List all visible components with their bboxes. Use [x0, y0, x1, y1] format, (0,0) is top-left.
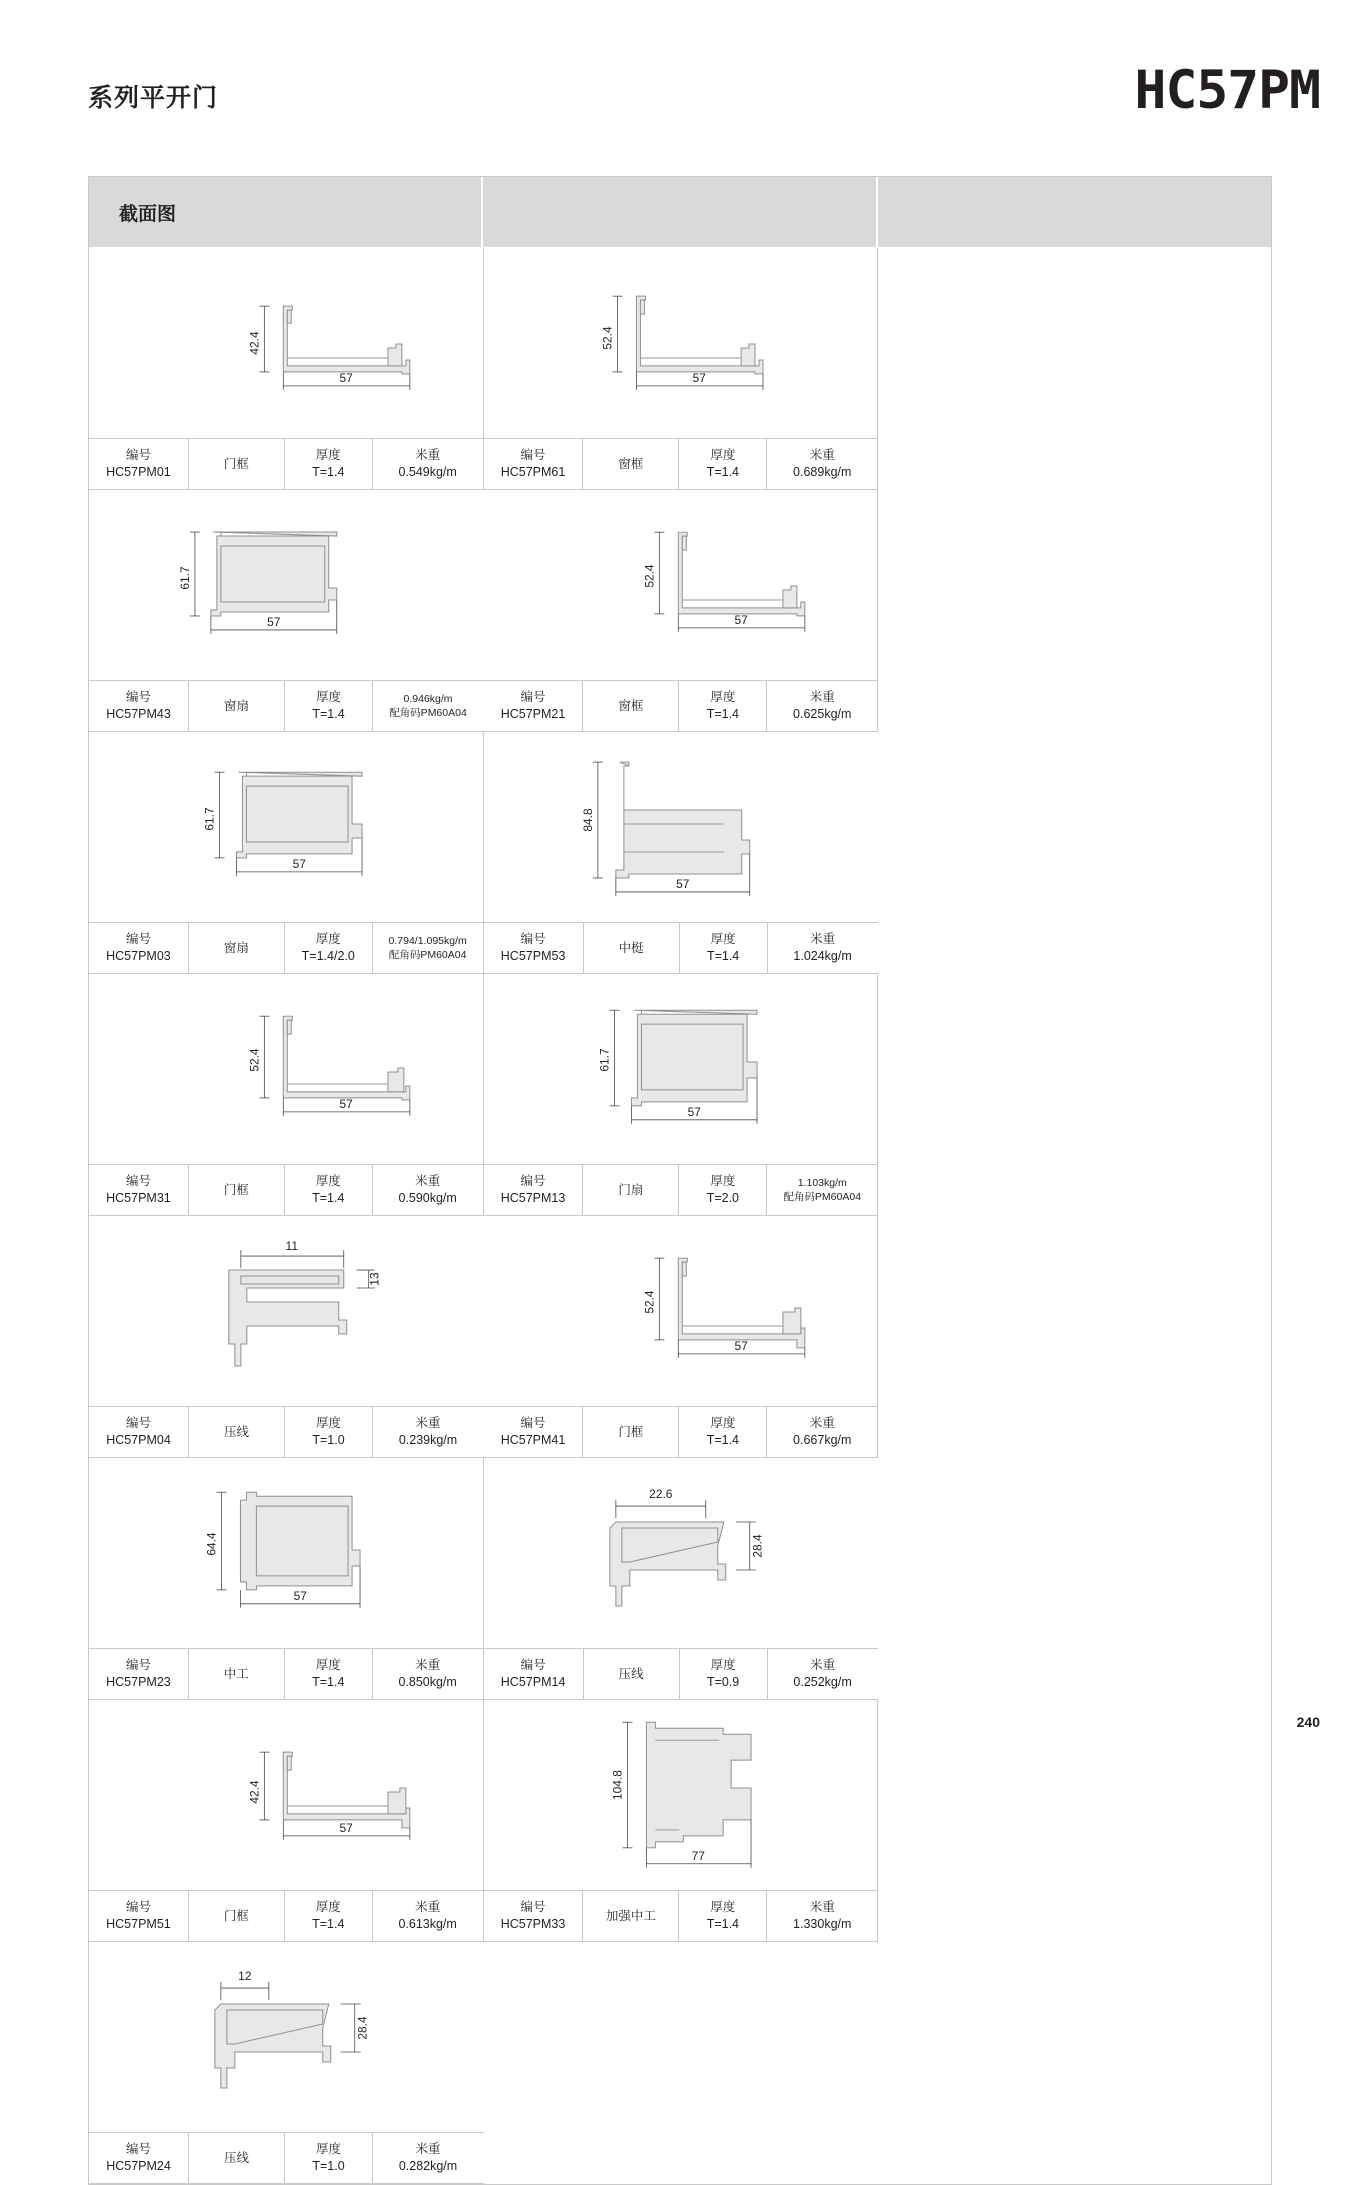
- info-thickness-label: 厚度: [315, 1658, 341, 1673]
- info-type: [189, 1407, 285, 1457]
- info-type-value: 加强中工: [605, 1908, 656, 1923]
- info-type: [189, 2133, 285, 2183]
- info-weight-label: 米重: [809, 1416, 835, 1431]
- dim-height: 104.8: [610, 1770, 625, 1800]
- section-drawing-svg: [89, 1216, 484, 1406]
- dim-height: 52.4: [641, 564, 656, 588]
- info-thickness-value: T=1.0: [312, 2159, 345, 2173]
- info-type-value: 窗扇: [223, 698, 249, 713]
- profile-drawing: [89, 1458, 483, 1648]
- profile-block: [484, 248, 878, 490]
- info-weight-value: 1.103kg/m: [797, 1176, 847, 1189]
- profile-drawing: [89, 1700, 483, 1890]
- section-drawing-svg: [484, 248, 878, 438]
- info-thickness-label: 厚度: [710, 1658, 736, 1673]
- section-drawing-svg: [484, 1216, 878, 1406]
- dim-height: 13: [367, 1272, 382, 1286]
- dim-height: 64.4: [204, 1532, 219, 1556]
- dim-height: 42.4: [247, 1780, 262, 1804]
- info-thickness: [679, 681, 767, 731]
- info-code-value: HC57PM23: [106, 1675, 171, 1689]
- profile-drawing: [484, 1458, 879, 1648]
- info-code: [484, 439, 584, 489]
- profile-drawing: [89, 1942, 484, 2132]
- info-type: [583, 681, 679, 731]
- info-thickness: [679, 1165, 767, 1215]
- profile-drawing: [484, 1216, 878, 1406]
- profile-info: [89, 1890, 483, 1942]
- info-thickness: [285, 1165, 373, 1215]
- profile-drawing: [89, 974, 483, 1164]
- info-code-value: HC57PM14: [500, 1675, 566, 1689]
- info-weight-label: 米重: [809, 690, 835, 705]
- profile-block: [89, 732, 483, 974]
- dim-width: 57: [339, 1096, 353, 1111]
- info-weight-label: 米重: [415, 2142, 441, 2157]
- info-type-value: 窗框: [618, 698, 644, 713]
- info-weight-value: 0.239kg/m: [398, 1433, 458, 1447]
- dim-height: 52.4: [600, 326, 615, 350]
- info-thickness: [679, 1407, 767, 1457]
- profile-info: [484, 1164, 878, 1216]
- info-thickness-value: T=0.9: [706, 1675, 740, 1689]
- info-weight: [373, 1407, 483, 1457]
- info-thickness-label: 厚度: [315, 448, 341, 463]
- info-thickness-value: T=1.4/2.0: [301, 949, 355, 963]
- info-thickness-label: 厚度: [710, 1900, 736, 1915]
- info-type-value: 中梃: [618, 940, 644, 955]
- info-type-value: 压线: [618, 1666, 644, 1681]
- info-weight: [768, 923, 878, 973]
- dim-height: 52.4: [247, 1048, 262, 1072]
- section-drawing-svg: [89, 1942, 484, 2132]
- info-code-label: 编号: [125, 690, 151, 705]
- section-drawing-svg: [89, 732, 483, 922]
- info-thickness-label: 厚度: [315, 1900, 341, 1915]
- info-weight-value: 0.252kg/m: [793, 1675, 852, 1689]
- info-type: [189, 1165, 285, 1215]
- profile-block: [89, 490, 484, 732]
- info-weight: [373, 2133, 483, 2183]
- info-thickness-value: T=1.4: [706, 949, 740, 963]
- info-code-label: 编号: [520, 1658, 546, 1673]
- band-cell-3: [878, 177, 1271, 247]
- profile-block: [484, 732, 879, 974]
- info-type: [189, 681, 285, 731]
- info-type-value: 窗扇: [223, 940, 249, 955]
- info-weight-label: 米重: [810, 932, 836, 947]
- info-type: [584, 923, 680, 973]
- profile-info: [89, 1164, 483, 1216]
- info-code-value: HC57PM61: [500, 465, 566, 479]
- info-code-value: HC57PM53: [500, 949, 566, 963]
- info-type-value: 门框: [223, 1908, 249, 1923]
- profile-info: [484, 1406, 878, 1458]
- info-type-value: 门扇: [618, 1182, 644, 1197]
- dim-height: 42.4: [247, 331, 262, 355]
- section-drawing-svg: [484, 1700, 878, 1890]
- info-thickness: [285, 439, 373, 489]
- section-drawing-svg: [89, 974, 483, 1164]
- dim-height: 61.7: [202, 807, 217, 831]
- table-band-header: [89, 177, 1271, 248]
- info-code-label: 编号: [520, 448, 546, 463]
- grid-cell: [484, 248, 879, 490]
- dim-width: 57: [687, 1104, 701, 1119]
- grid-cell: [484, 1700, 879, 1942]
- info-code-label: 编号: [125, 1416, 151, 1431]
- info-weight-label: 米重: [415, 1174, 441, 1189]
- info-code: [484, 1407, 584, 1457]
- grid-cell: [89, 248, 484, 490]
- info-code: [484, 1649, 584, 1699]
- grid-cell: [89, 1700, 484, 1942]
- info-thickness: [285, 1407, 373, 1457]
- info-type: [189, 923, 285, 973]
- info-type-value: 门框: [618, 1424, 644, 1439]
- info-weight-value: 0.625kg/m: [793, 707, 852, 721]
- info-thickness-value: T=1.4: [706, 707, 739, 721]
- info-code-label: 编号: [125, 448, 151, 463]
- profile-block: [484, 1700, 878, 1942]
- grid-cell: [484, 1458, 879, 1700]
- info-type-value: 门框: [223, 1182, 249, 1197]
- grid-cell: [89, 732, 484, 974]
- info-thickness-value: T=1.4: [706, 1917, 739, 1931]
- section-drawing-svg: [484, 732, 879, 922]
- info-code-label: 编号: [520, 690, 546, 705]
- info-weight-value: 0.590kg/m: [398, 1191, 457, 1205]
- info-code-label: 编号: [125, 2142, 151, 2157]
- info-code-value: HC57PM31: [106, 1191, 171, 1205]
- info-thickness-value: T=1.4: [706, 465, 739, 479]
- info-thickness: [680, 1649, 768, 1699]
- info-weight-value: 0.946kg/m: [403, 692, 453, 705]
- band-cell-2: [483, 177, 877, 247]
- info-code-label: 编号: [125, 1900, 151, 1915]
- dim-width: 57: [267, 614, 281, 629]
- profile-info: [89, 2132, 484, 2184]
- info-thickness-value: T=1.4: [312, 1191, 345, 1205]
- info-thickness-label: 厚度: [710, 1416, 736, 1431]
- dim-width: 57: [339, 1820, 353, 1835]
- info-weight-value: 0.667kg/m: [793, 1433, 852, 1447]
- info-type: [584, 1649, 680, 1699]
- band-cell-1: [89, 177, 483, 247]
- info-weight-label: 米重: [809, 448, 835, 463]
- info-type: [189, 1649, 285, 1699]
- info-type-value: 窗框: [618, 456, 644, 471]
- info-code-value: HC57PM04: [106, 1433, 171, 1447]
- info-code-value: HC57PM43: [106, 707, 171, 721]
- info-thickness-label: 厚度: [710, 1174, 736, 1189]
- info-code: [89, 1407, 189, 1457]
- info-code-value: HC57PM24: [106, 2159, 171, 2173]
- info-type: [583, 1891, 679, 1941]
- profile-block: [484, 1216, 878, 1458]
- profile-drawing: [484, 974, 878, 1164]
- grid-cell: [89, 1942, 484, 2184]
- page-title: 系列平开门: [88, 83, 219, 112]
- info-code-value: HC57PM33: [500, 1917, 566, 1931]
- info-weight: [767, 681, 877, 731]
- info-thickness-label: 厚度: [710, 690, 736, 705]
- info-code: [89, 2133, 189, 2183]
- info-code: [89, 1891, 189, 1941]
- profile-drawing: [89, 1216, 484, 1406]
- info-weight: [767, 1891, 877, 1941]
- info-weight: [373, 1165, 483, 1215]
- info-weight: [768, 1649, 878, 1699]
- info-code-label: 编号: [520, 1416, 546, 1431]
- info-code: [89, 439, 189, 489]
- info-weight-note: 配角码PM60A04: [783, 1191, 862, 1203]
- dim-height: 52.4: [641, 1290, 656, 1314]
- profile-grid: [89, 248, 1271, 2184]
- info-thickness: [285, 2133, 373, 2183]
- info-thickness-value: T=1.4: [706, 1433, 739, 1447]
- section-drawing-svg: [484, 1458, 879, 1648]
- dim-width: 57: [675, 876, 690, 891]
- info-weight: [373, 1649, 483, 1699]
- profile-info: [484, 438, 878, 490]
- profile-block: [484, 490, 878, 732]
- info-weight-note: 配角码PM60A04: [389, 707, 467, 719]
- profile-info: [484, 1648, 879, 1700]
- dim-width: 57: [734, 1338, 748, 1353]
- info-type: [583, 1407, 679, 1457]
- info-code: [484, 923, 584, 973]
- info-type: [189, 1891, 285, 1941]
- dim-width: 22.6: [648, 1487, 673, 1502]
- profile-block: [89, 1700, 483, 1942]
- grid-cell: [484, 1216, 879, 1458]
- info-code-label: 编号: [520, 932, 546, 947]
- band-label: 截面图: [119, 203, 177, 225]
- info-code-label: 编号: [125, 932, 151, 947]
- dim-width: 11: [285, 1239, 299, 1254]
- info-thickness-label: 厚度: [315, 2142, 341, 2157]
- dim-width: 77: [691, 1848, 705, 1863]
- dim-width: 57: [692, 370, 706, 385]
- info-thickness-value: T=1.0: [312, 1433, 345, 1447]
- profile-table: [88, 176, 1272, 2185]
- profile-info: [89, 1406, 484, 1458]
- info-weight-label: 米重: [810, 1658, 836, 1673]
- profile-info: [484, 1890, 878, 1942]
- info-type: [189, 439, 285, 489]
- grid-cell: [89, 974, 484, 1216]
- profile-info: [89, 1648, 483, 1700]
- info-weight-value: 1.024kg/m: [793, 949, 852, 963]
- section-drawing-svg: [484, 490, 878, 680]
- grid-cell: [89, 490, 484, 732]
- info-thickness-value: T=1.4: [312, 465, 345, 479]
- profile-drawing: [484, 1700, 878, 1890]
- grid-cell: [89, 1458, 484, 1700]
- profile-drawing: [484, 490, 878, 680]
- info-thickness-label: 厚度: [315, 1174, 341, 1189]
- info-weight-value: 0.549kg/m: [398, 465, 457, 479]
- info-thickness: [285, 681, 373, 731]
- dim-height: 28.4: [750, 1534, 765, 1558]
- profile-drawing: [484, 732, 879, 922]
- info-type-value: 压线: [223, 2150, 249, 2165]
- info-type: [583, 1165, 679, 1215]
- info-code: [89, 681, 189, 731]
- info-code: [89, 1649, 189, 1699]
- info-weight-value: 0.282kg/m: [398, 2159, 458, 2173]
- dim-width: 57: [293, 1588, 307, 1603]
- info-code-value: HC57PM03: [106, 949, 171, 963]
- profile-block: [89, 1942, 484, 2184]
- page-number: 240: [1296, 1714, 1320, 1730]
- info-code: [484, 681, 584, 731]
- info-weight: [767, 1165, 877, 1215]
- dim-width: 57: [734, 612, 748, 627]
- info-thickness-value: T=1.4: [312, 1917, 345, 1931]
- info-thickness: [285, 923, 373, 973]
- section-drawing-svg: [89, 1700, 483, 1890]
- info-weight: [373, 681, 483, 731]
- info-thickness-label: 厚度: [315, 690, 341, 705]
- info-code-label: 编号: [520, 1900, 546, 1915]
- page-header: [0, 60, 1358, 138]
- info-code-value: HC57PM21: [500, 707, 566, 721]
- info-weight-note: 配角码PM60A04: [388, 949, 467, 961]
- dim-height: 28.4: [355, 2016, 370, 2040]
- info-weight-label: 米重: [809, 1900, 835, 1915]
- profile-drawing: [89, 490, 484, 680]
- info-weight-value: 0.794/1.095kg/m: [388, 934, 467, 947]
- info-weight: [373, 1891, 483, 1941]
- info-thickness-label: 厚度: [315, 1416, 341, 1431]
- info-thickness-label: 厚度: [710, 448, 736, 463]
- series-code: HC57PM: [1134, 60, 1320, 121]
- info-code: [484, 1891, 584, 1941]
- info-code-label: 编号: [520, 1174, 546, 1189]
- dim-height: 84.8: [580, 808, 595, 832]
- info-thickness: [285, 1891, 373, 1941]
- profile-block: [484, 974, 878, 1216]
- profile-info: [89, 680, 484, 732]
- info-thickness: [679, 439, 767, 489]
- info-weight: [373, 439, 483, 489]
- section-drawing-svg: [484, 974, 878, 1164]
- info-code-label: 编号: [125, 1658, 151, 1673]
- info-code: [89, 1165, 189, 1215]
- info-weight: [373, 923, 483, 973]
- profile-info: [484, 922, 879, 974]
- info-type-value: 压线: [223, 1424, 249, 1439]
- info-thickness: [680, 923, 768, 973]
- profile-drawing: [484, 248, 878, 438]
- info-weight-label: 米重: [415, 1658, 441, 1673]
- profile-info: [89, 922, 483, 974]
- info-code-value: HC57PM41: [500, 1433, 566, 1447]
- info-type-value: 门框: [223, 456, 249, 471]
- profile-info: [484, 680, 878, 732]
- info-code-label: 编号: [125, 1174, 151, 1189]
- profile-block: [89, 974, 483, 1216]
- dim-width: 57: [292, 856, 306, 871]
- grid-cell: [484, 732, 879, 974]
- profile-block: [484, 1458, 879, 1700]
- info-thickness-value: T=1.4: [312, 1675, 345, 1689]
- info-thickness-value: T=2.0: [706, 1191, 739, 1205]
- info-weight-label: 米重: [415, 1900, 441, 1915]
- info-weight-label: 米重: [415, 448, 441, 463]
- info-type-value: 中工: [223, 1666, 249, 1681]
- profile-block: [89, 1216, 484, 1458]
- info-thickness-label: 厚度: [710, 932, 736, 947]
- profile-block: [89, 248, 483, 490]
- profile-info: [89, 438, 483, 490]
- dim-width: 57: [339, 370, 353, 385]
- dim-width: 12: [238, 1969, 252, 1984]
- info-weight-value: 0.613kg/m: [398, 1917, 457, 1931]
- info-weight-value: 0.850kg/m: [398, 1675, 457, 1689]
- info-weight: [767, 1407, 877, 1457]
- info-code: [89, 923, 189, 973]
- grid-cell: [89, 1216, 484, 1458]
- profile-drawing: [89, 248, 483, 438]
- section-drawing-svg: [89, 248, 483, 438]
- dim-height: 61.7: [597, 1048, 612, 1072]
- info-thickness-label: 厚度: [315, 932, 341, 947]
- grid-cell: [484, 490, 879, 732]
- profile-block: [89, 1458, 483, 1700]
- info-type: [583, 439, 679, 489]
- info-thickness-value: T=1.4: [312, 707, 345, 721]
- info-weight-value: 0.689kg/m: [793, 465, 852, 479]
- info-weight-value: 1.330kg/m: [793, 1917, 852, 1931]
- profile-drawing: [89, 732, 483, 922]
- info-weight: [767, 439, 877, 489]
- info-code-value: HC57PM51: [106, 1917, 171, 1931]
- dim-height: 61.7: [177, 566, 192, 590]
- section-drawing-svg: [89, 1458, 483, 1648]
- grid-cell: [484, 974, 879, 1216]
- info-weight-label: 米重: [415, 1416, 441, 1431]
- info-thickness: [679, 1891, 767, 1941]
- info-code-value: HC57PM13: [500, 1191, 566, 1205]
- section-drawing-svg: [89, 490, 484, 680]
- info-code: [484, 1165, 584, 1215]
- info-code-value: HC57PM01: [106, 465, 171, 479]
- info-thickness: [285, 1649, 373, 1699]
